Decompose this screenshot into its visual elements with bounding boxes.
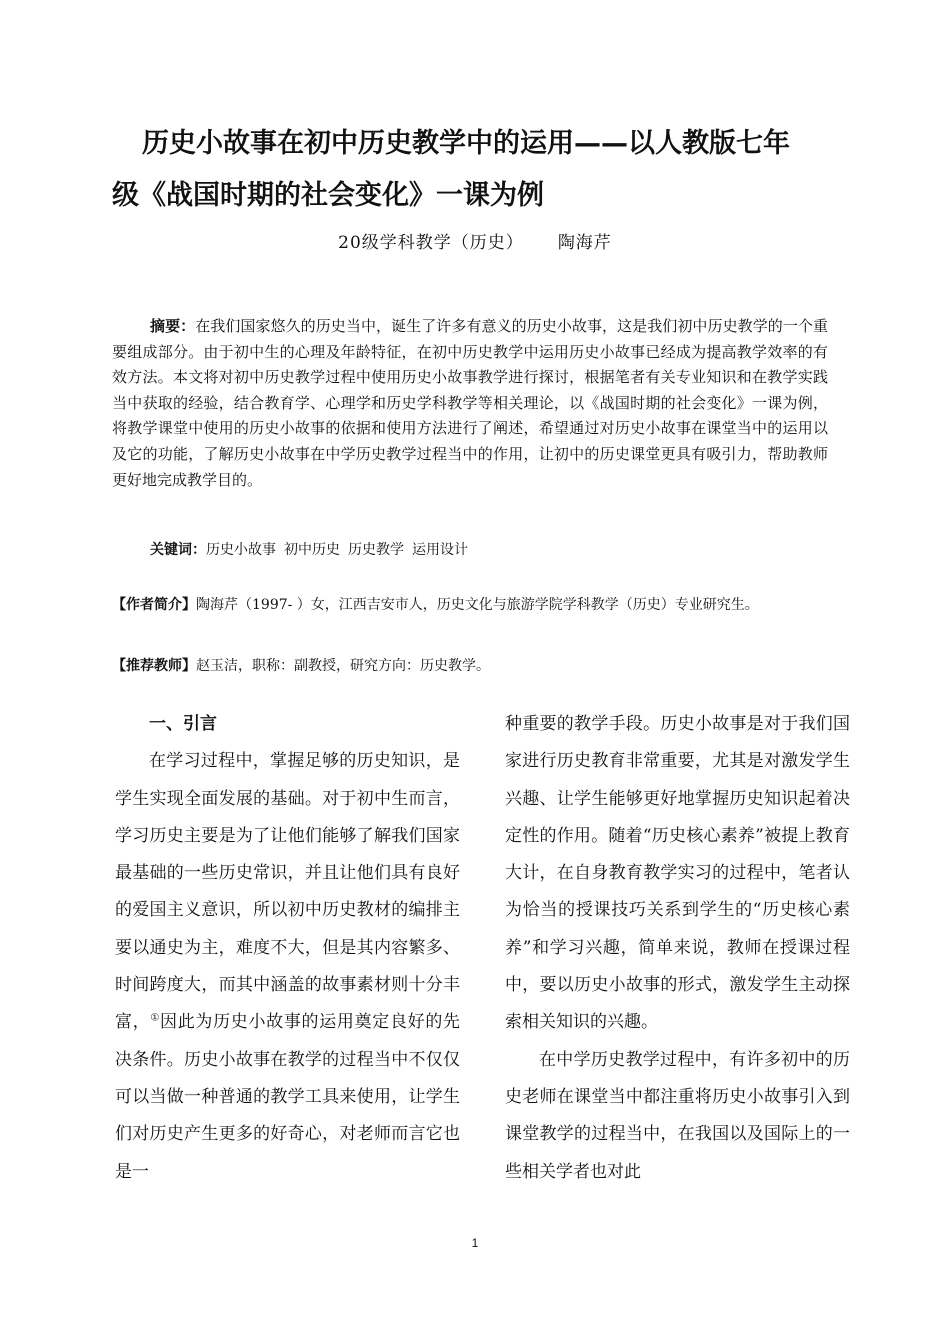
title-line-2: 级《战国时期的社会变化》一课为例 — [112, 180, 544, 211]
section-heading: 一、引言 — [149, 714, 217, 734]
author-bio — [112, 591, 830, 620]
advisor-label: 【推荐教师】 — [112, 658, 196, 674]
paper-title — [112, 118, 842, 222]
keyword: 历史教学 — [348, 542, 404, 558]
author-name: 陶海芹 — [557, 233, 612, 253]
abstract-label: 摘要： — [150, 317, 196, 335]
keyword: 初中历史 — [284, 542, 340, 558]
body-paragraph — [115, 743, 460, 1191]
title-line-1: 历史小故事在初中历史教学中的运用——以人教版七年 — [142, 128, 790, 159]
byline — [0, 228, 950, 253]
page-number: 1 — [471, 1236, 479, 1250]
footnote-marker[interactable]: ① — [150, 1012, 161, 1024]
advisor-note — [112, 653, 830, 679]
keyword: 历史小故事 — [206, 542, 276, 558]
author-affiliation: 20级学科教学（历史） — [338, 233, 524, 253]
paragraph-text: 因此为历史小故事的运用奠定良好的先决条件。历史小故事在教学的过程当中不仅仅可以当做一种普通的教学工具来使用，让学生们对历史产生更多的好奇心，对老师而言它也是一 — [115, 1012, 461, 1182]
keywords — [150, 539, 830, 561]
body-column-right — [505, 706, 850, 1191]
body-column-left — [115, 706, 460, 1191]
author-bio-text: 陶海芹（1997- ）女，江西吉安市人，历史文化与旅游学院学科教学（历史）专业研究生。 — [196, 597, 759, 613]
abstract — [112, 314, 828, 493]
author-bio-label: 【作者简介】 — [112, 597, 196, 613]
body-paragraph: 在中学历史教学过程中，有许多初中的历史老师在课堂当中都注重将历史小故事引入到课堂教学的过程当中，在我国以及国际上的一些相关学者也对此 — [505, 1049, 850, 1182]
keywords-label: 关键词： — [150, 542, 206, 558]
body-paragraph-continued: 种重要的教学手段。历史小故事是对于我们国家进行历史教育非常重要，尤其是对激发学生兴趣、让学生能够更好地掌握历史知识起着决定性的作用。随着“历史核心素养”被提上教育大计，在自身教育教学实习的过程中，笔者认为恰当的授课技巧关系到学生的“历史核心素养”和学习兴趣，简单来说，教师在授课过程中，要以历史小故事的形式，激发学生主动探索相关知识的兴趣。 — [505, 714, 850, 1033]
keyword: 运用设计 — [412, 542, 468, 558]
advisor-text: 赵玉洁，职称：副教授，研究方向：历史教学。 — [196, 658, 490, 674]
abstract-text: 在我们国家悠久的历史当中，诞生了许多有意义的历史小故事，这是我们初中历史教学的一个重要组成部分。由于初中生的心理及年龄特征，在初中历史教学中运用历史小故事已经成为提高教学效率的有效方法。本文将对初中历史教学过程中使用历史小故事教学进行探讨，根据笔者有关专业知识和在教学实践当中获取的经验，结合教育学、心理学和历史学科教学等相关理论，以《战国时期的社会变化》一课为例，将教学课堂中使用的历史小故事的依据和使用方法进行了阐述，希望通过对历史小故事在课堂当中的运用以及它的功能，了解历史小故事在中学历史教学过程当中的作用，让初中的历史课堂更具有吸引力，帮助教师更好地完成教学目的。 — [112, 317, 828, 489]
paragraph-text: 在学习过程中，掌握足够的历史知识，是学生实现全面发展的基础。对于初中生而言，学习历史主要是为了让他们能够了解我们国家最基础的一些历史常识，并且让他们具有良好的爱国主义意识，所以初中历史教材的编排主要以通史为主，难度不大，但是其内容繁多、时间跨度大，而其中涵盖的故事素材则十分丰富， — [115, 751, 460, 1033]
